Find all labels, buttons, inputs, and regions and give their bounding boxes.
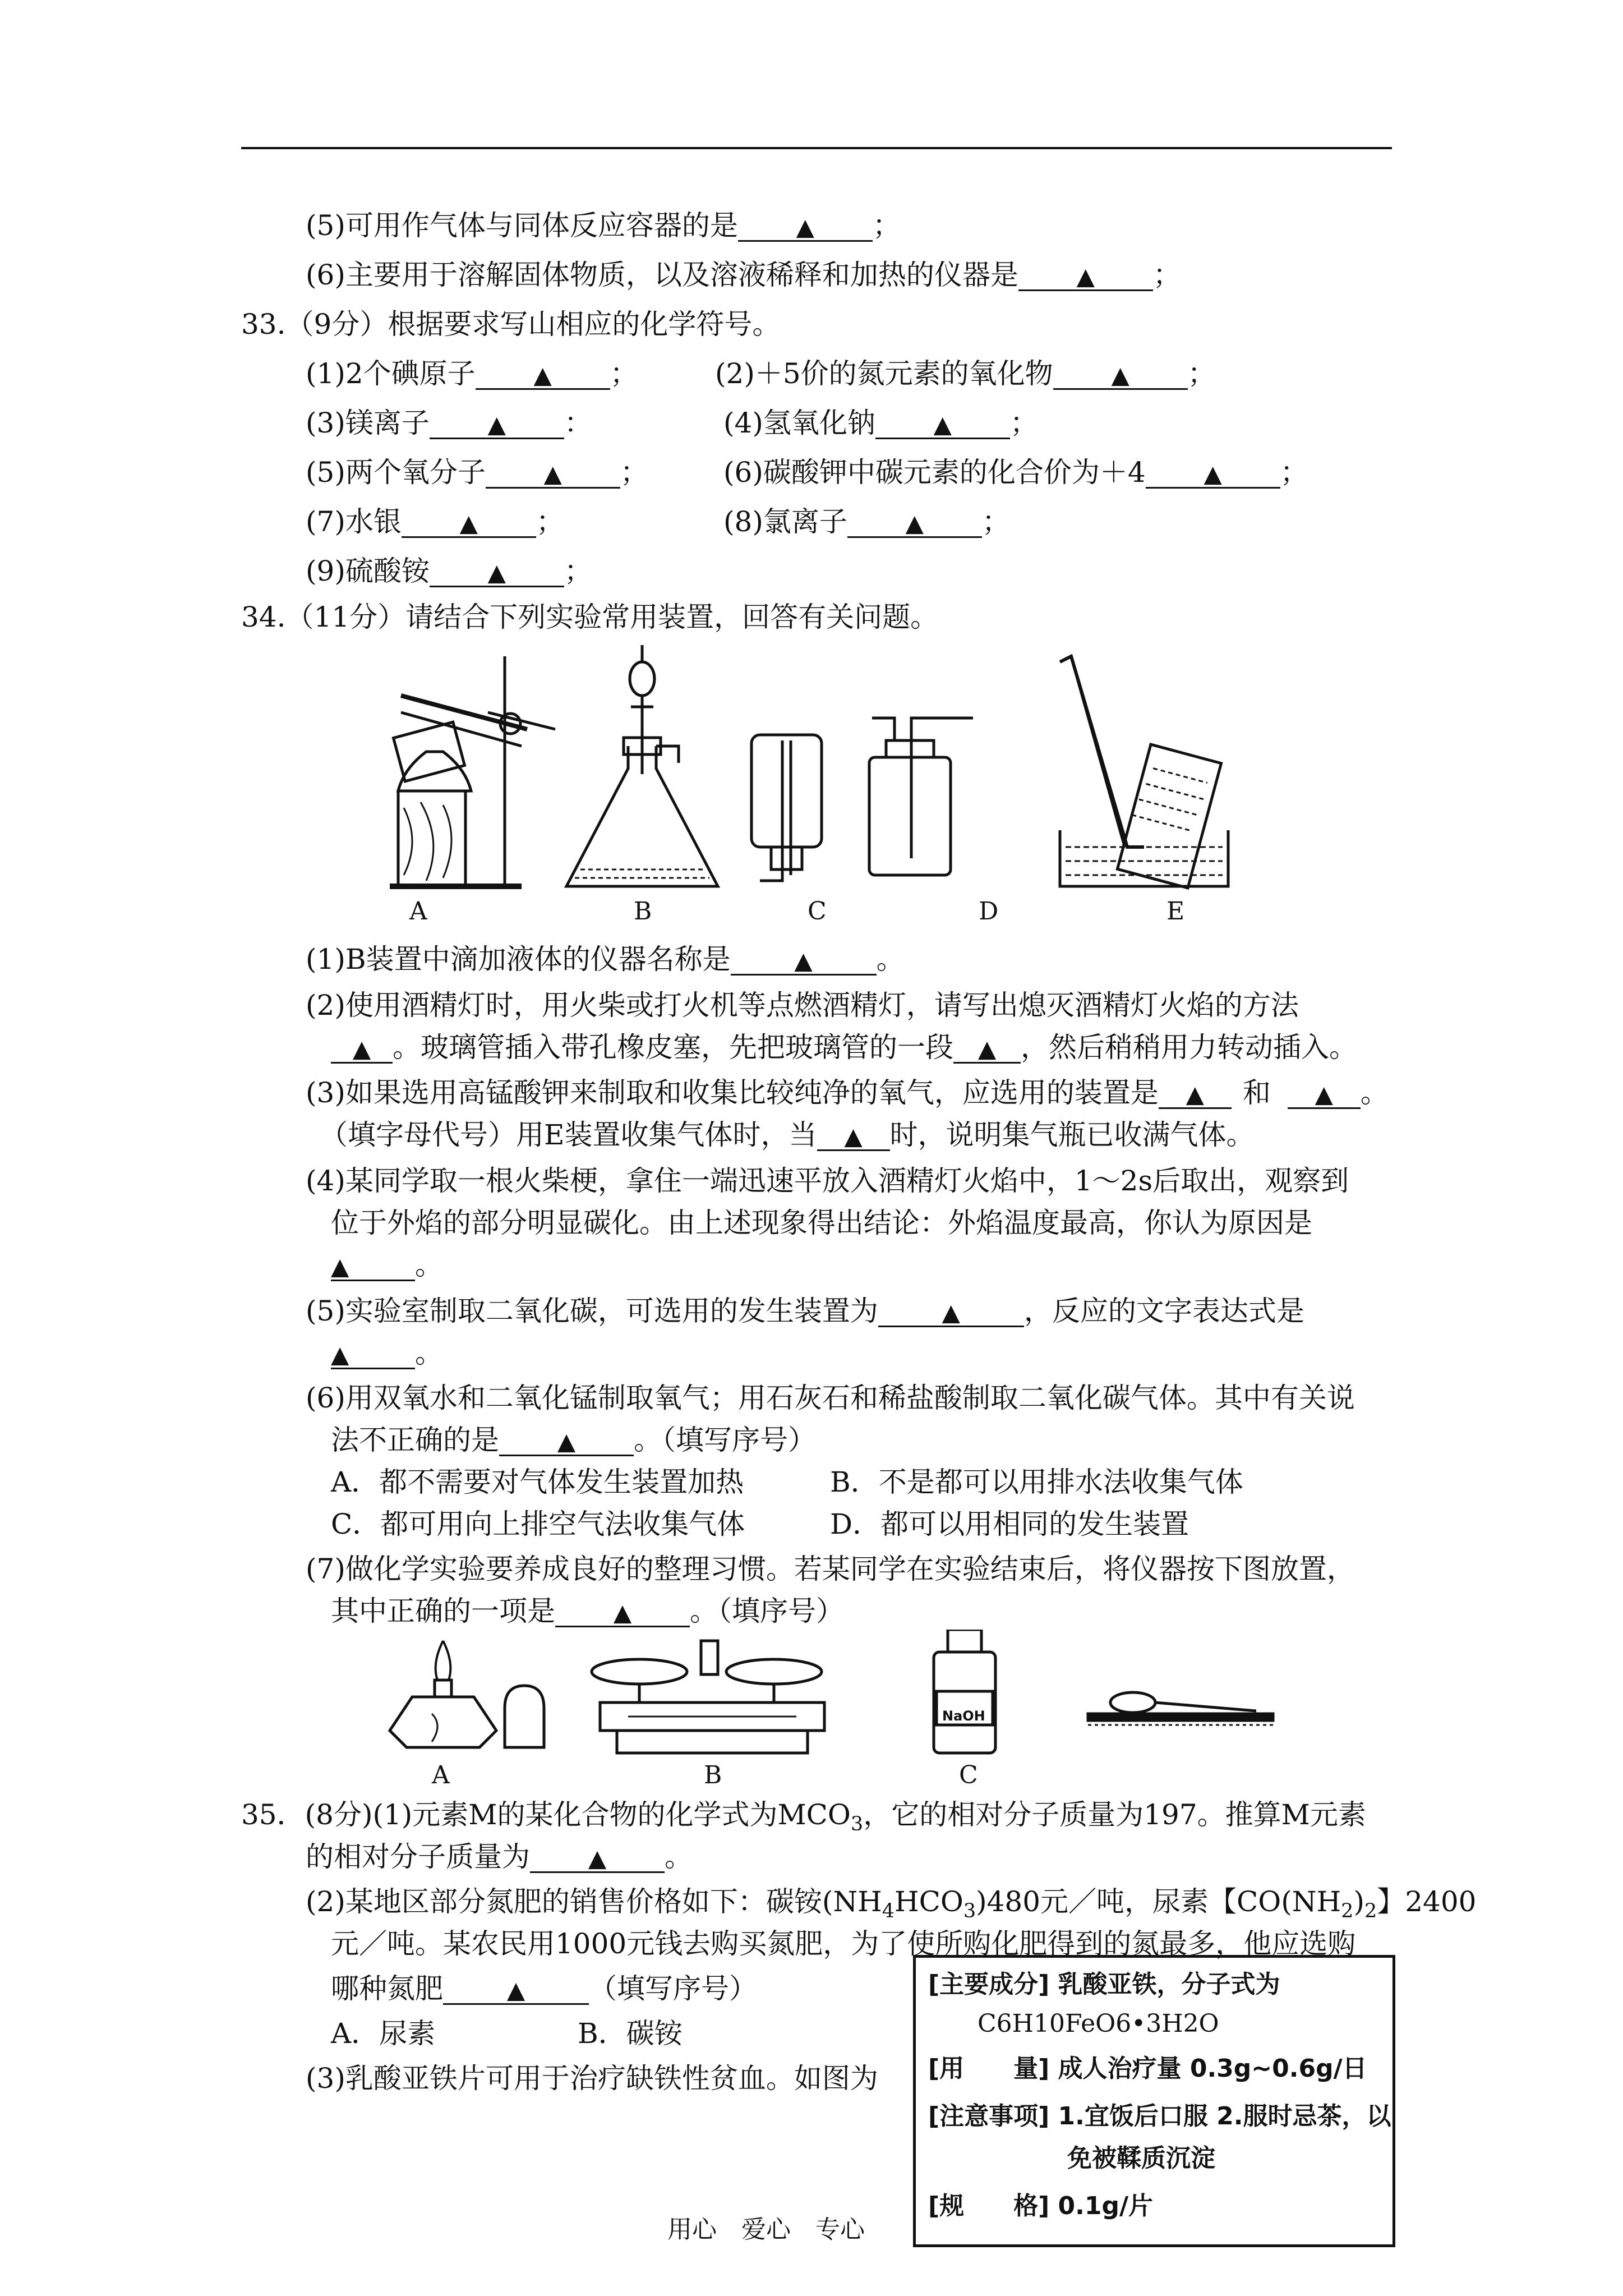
q34-part7-line2: 其中正确的一项是 ▲ 。（填序号） <box>331 1595 844 1627</box>
apparatus-a-icon <box>390 656 555 886</box>
q33-title: 33.（9分）根据要求写山相应的化学符号。 <box>241 308 781 341</box>
q34-part6-line2: 法不正确的是 ▲ 。（填写序号） <box>331 1424 816 1456</box>
q34-part6-line1: (6)用双氧水和二氧化锰制取氧气；用石灰石和稀盐酸制取二氧化碳气体。其中有关说 <box>306 1382 1355 1414</box>
naoh-bottle-icon <box>934 1630 995 1753</box>
answer-blank[interactable]: ▲ <box>738 211 873 242</box>
q33-item7: (7)水银 ▲ ； <box>306 505 564 538</box>
q34-part3-line1: (3)如果选用高锰酸钾来制取和收集比较纯净的氧气，应选用的装置是 ▲ 和 ▲ 。 <box>306 1076 1389 1109</box>
answer-blank[interactable]: ▲ <box>331 1250 415 1281</box>
answer-blank[interactable]: ▲ <box>731 945 877 976</box>
q34-part3-line2: （填字母代号）用E装置收集气体时，当 ▲ 时，说明集气瓶已收满气体。 <box>320 1119 1255 1151</box>
fig2-label-a: A <box>432 1761 450 1789</box>
q34-part2-line1: (2)使用酒精灯时，用火柴或打火机等点燃酒精灯，请写出熄灭酒精灯火焰的方法 <box>306 989 1299 1022</box>
q34-title: 34.（11分）请结合下列实验常用装置，回答有关问题。 <box>241 601 939 633</box>
fig2-label-c: C <box>959 1761 978 1789</box>
answer-blank[interactable]: ▲ <box>430 408 564 439</box>
answer-blank[interactable]: ▲ <box>443 1974 589 2005</box>
q35-line2: 的相对分子质量为 ▲ 。 <box>306 1841 693 1873</box>
q34-part4-line2: 位于外焰的部分明显碳化。由上述现象得出结论：外焰温度最高，你认为原因是 <box>331 1207 1312 1239</box>
q35-line5: 哪种氮肥 ▲ （填写序号） <box>331 1972 757 2005</box>
answer-blank[interactable]: ▲ <box>486 458 620 489</box>
answer-blank[interactable]: ▲ <box>331 1033 393 1064</box>
label-row-ingredients: [主要成分] 乳酸亚铁，分子式为 <box>928 1970 1280 1999</box>
q33-item3: (3)镁离子 ▲ ： <box>306 407 592 439</box>
q34-part4-line1: (4)某同学取一根火柴梗，拿住一端迅速平放入酒精灯火焰中，1～2s后取出，观察到 <box>306 1165 1349 1197</box>
q34-part4-line3: ▲ 。 <box>331 1249 443 1281</box>
answer-blank[interactable]: ▲ <box>331 1338 415 1369</box>
answer-blank[interactable]: ▲ <box>817 1120 890 1151</box>
answer-blank[interactable]: ▲ <box>875 408 1010 439</box>
answer-blank[interactable]: ▲ <box>1146 458 1280 489</box>
label-row-notes: [注意事项] 1.宜饭后口服 2.服时忌茶，以 <box>928 2102 1391 2131</box>
alcohol-lamp-icon <box>390 1641 544 1747</box>
q32-item5: (5)可用作气体与同体反应容器的是 ▲ ； <box>306 209 901 242</box>
q33-item6: (6)碳酸钾中碳元素的化合价为＋4 ▲ ； <box>723 456 1308 489</box>
answer-blank[interactable]: ▲ <box>402 507 536 538</box>
answer-blank[interactable]: ▲ <box>430 556 564 587</box>
q35-option-b: B．碳铵 <box>578 2017 683 2050</box>
answer-blank[interactable]: ▲ <box>878 1296 1024 1327</box>
label-row-spec: [规 格] 0.1g/片 <box>928 2192 1154 2220</box>
q33-item1: (1)2个碘原子 ▲ ； <box>306 357 638 390</box>
page-footer: 用心 爱心 专心 <box>667 2215 865 2244</box>
q33-item9: (9)硫酸铵 ▲ ； <box>306 555 592 587</box>
fig1-label-c: C <box>808 897 827 926</box>
q33-item2: (2)＋5价的氮元素的氧化物 ▲ ； <box>715 357 1216 390</box>
pipette-on-table-icon <box>1088 1692 1273 1725</box>
q33-item5: (5)两个氧分子 ▲ ； <box>306 456 648 489</box>
q34-part5-line2: ▲ 。 <box>331 1337 443 1369</box>
fig1-label-d: D <box>979 897 999 926</box>
q35-option-a: A．尿素 <box>331 2017 436 2050</box>
apparatus-figure-2 <box>381 1630 1301 1759</box>
q34-part7-line1: (7)做化学实验要养成良好的整理习惯。若某同学在实验结束后，将仪器按下图放置， <box>306 1553 1355 1585</box>
label-row-dosage: [用 量] 成人治疗量 0.3g~0.6g/日 <box>928 2054 1367 2083</box>
medicine-label-box <box>913 1955 1395 2247</box>
answer-blank[interactable]: ▲ <box>499 1425 634 1456</box>
q34-option-b: B．不是都可以用排水法收集气体 <box>830 1466 1243 1498</box>
answer-blank[interactable]: ▲ <box>1018 260 1153 291</box>
naoh-label: NaOH <box>942 1708 985 1724</box>
q32-item6: (6)主要用于溶解固体物质，以及溶液稀释和加热的仪器是 ▲ ； <box>306 259 1181 291</box>
answer-blank[interactable]: ▲ <box>1159 1078 1232 1109</box>
balance-scale-icon <box>592 1641 824 1753</box>
q34-part1: (1)B装置中滴加液体的仪器名称是 ▲ 。 <box>306 943 905 976</box>
answer-blank[interactable]: ▲ <box>1288 1078 1361 1109</box>
q33-item4: (4)氢氧化钠 ▲ ； <box>723 407 1038 439</box>
q35-line4: 元／吨。某农民用1000元钱去购买氮肥，为了使所购化肥得到的氮最多，他应选购 <box>331 1927 1356 1960</box>
apparatus-b-icon <box>566 645 718 886</box>
q34-part2-line2: ▲ 。玻璃管插入带孔橡皮塞，先把玻璃管的一段 ▲ ，然后稍稍用力转动插入。 <box>331 1030 1357 1064</box>
label-row-formula: C6H10FeO6•3H2O <box>978 2009 1219 2038</box>
apparatus-c-icon <box>751 735 822 881</box>
q34-option-a: A．都不需要对气体发生装置加热 <box>331 1466 744 1498</box>
q33-item8: (8)氯离子 ▲ ； <box>723 505 1010 538</box>
answer-blank[interactable]: ▲ <box>953 1033 1021 1064</box>
answer-blank[interactable]: ▲ <box>555 1596 690 1627</box>
fig1-label-a: A <box>409 897 427 926</box>
q35-line7: (3)乳酸亚铁片可用于治疗缺铁性贫血。如图为 <box>306 2062 878 2095</box>
q35-line1: 35．(8分)(1)元素M的某化合物的化学式为$MCO_3$，它的相对分子质量为197。推算M元素 <box>241 1798 1366 1835</box>
answer-blank[interactable]: ▲ <box>476 359 610 390</box>
answer-blank[interactable]: ▲ <box>1053 359 1188 390</box>
apparatus-figure-1 <box>387 645 1239 909</box>
answer-blank[interactable]: ▲ <box>530 1842 665 1873</box>
q35-line3: (2)某地区部分氮肥的销售价格如下：碳铵$(NH_4HCO_3)480$元／吨，尿素【$CO(NH_2)_2$】2400 <box>306 1885 1477 1922</box>
header-rule <box>241 147 1392 149</box>
q34-part5-line1: (5)实验室制取二氧化碳，可选用的发生装置为 ▲ ，反应的文字表达式是 <box>306 1295 1304 1327</box>
fig2-label-b: B <box>704 1761 722 1789</box>
q34-option-d: D．都可以用相同的发生装置 <box>830 1508 1189 1540</box>
fig1-label-b: B <box>634 897 652 926</box>
apparatus-d-icon <box>869 718 973 875</box>
label-row-notes-cont: 免被鞣质沉淀 <box>1067 2144 1215 2173</box>
apparatus-e-icon <box>1060 656 1228 888</box>
answer-blank[interactable]: ▲ <box>847 507 982 538</box>
fig1-label-e: E <box>1166 897 1185 926</box>
q34-option-c: C．都可用向上排空气法收集气体 <box>331 1508 745 1540</box>
